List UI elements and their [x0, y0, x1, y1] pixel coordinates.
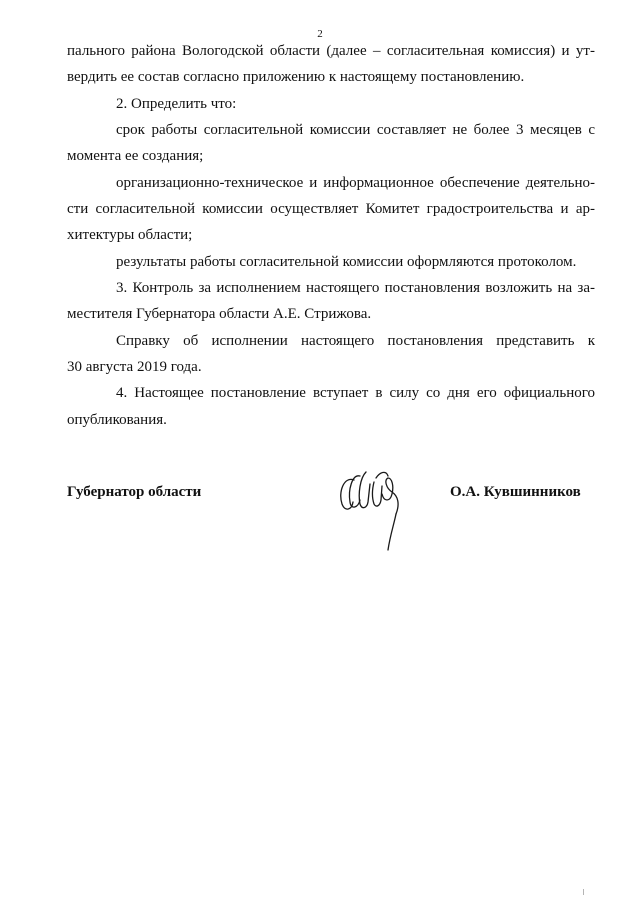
page-number: 2 [317, 28, 323, 40]
signatory-name: О.А. Кувшинников [450, 484, 581, 500]
paragraph-line: 2. Определить что: [116, 96, 237, 112]
paragraph-line: опубликования. [67, 412, 167, 428]
paragraph-line: пального района Вологодской области (далее – согласительная комиссия) и ут- [67, 43, 595, 59]
paragraph-line: сти согласительной комиссии осуществляет Комитет градостроительства и ар- [67, 201, 595, 217]
signatory-position: Губернатор области [67, 484, 202, 500]
scan-artifact [583, 889, 584, 895]
paragraph-line: хитектуры области; [67, 227, 193, 243]
handwritten-signature-icon [336, 464, 416, 554]
paragraph-line: результаты работы согласительной комиссии оформляются протоколом. [116, 254, 577, 270]
paragraph-line: местителя Губернатора области А.Е. Стрижова. [67, 306, 372, 322]
paragraph-line: 3. Контроль за исполнением настоящего постановления возложить на за- [116, 280, 595, 296]
paragraph-line: момента ее создания; [67, 148, 204, 164]
paragraph-line: Справку об исполнении настоящего постановления представить к [116, 333, 595, 349]
paragraph-line: срок работы согласительной комиссии составляет не более 3 месяцев с [116, 122, 595, 138]
paragraph-line: 4. Настоящее постановление вступает в силу со дня его официального [116, 385, 595, 401]
paragraph-line: вердить ее состав согласно приложению к настоящему постановлению. [67, 69, 525, 85]
paragraph-line: 30 августа 2019 года. [67, 359, 202, 375]
paragraph-line: организационно-техническое и информационное обеспечение деятельно- [116, 175, 595, 191]
